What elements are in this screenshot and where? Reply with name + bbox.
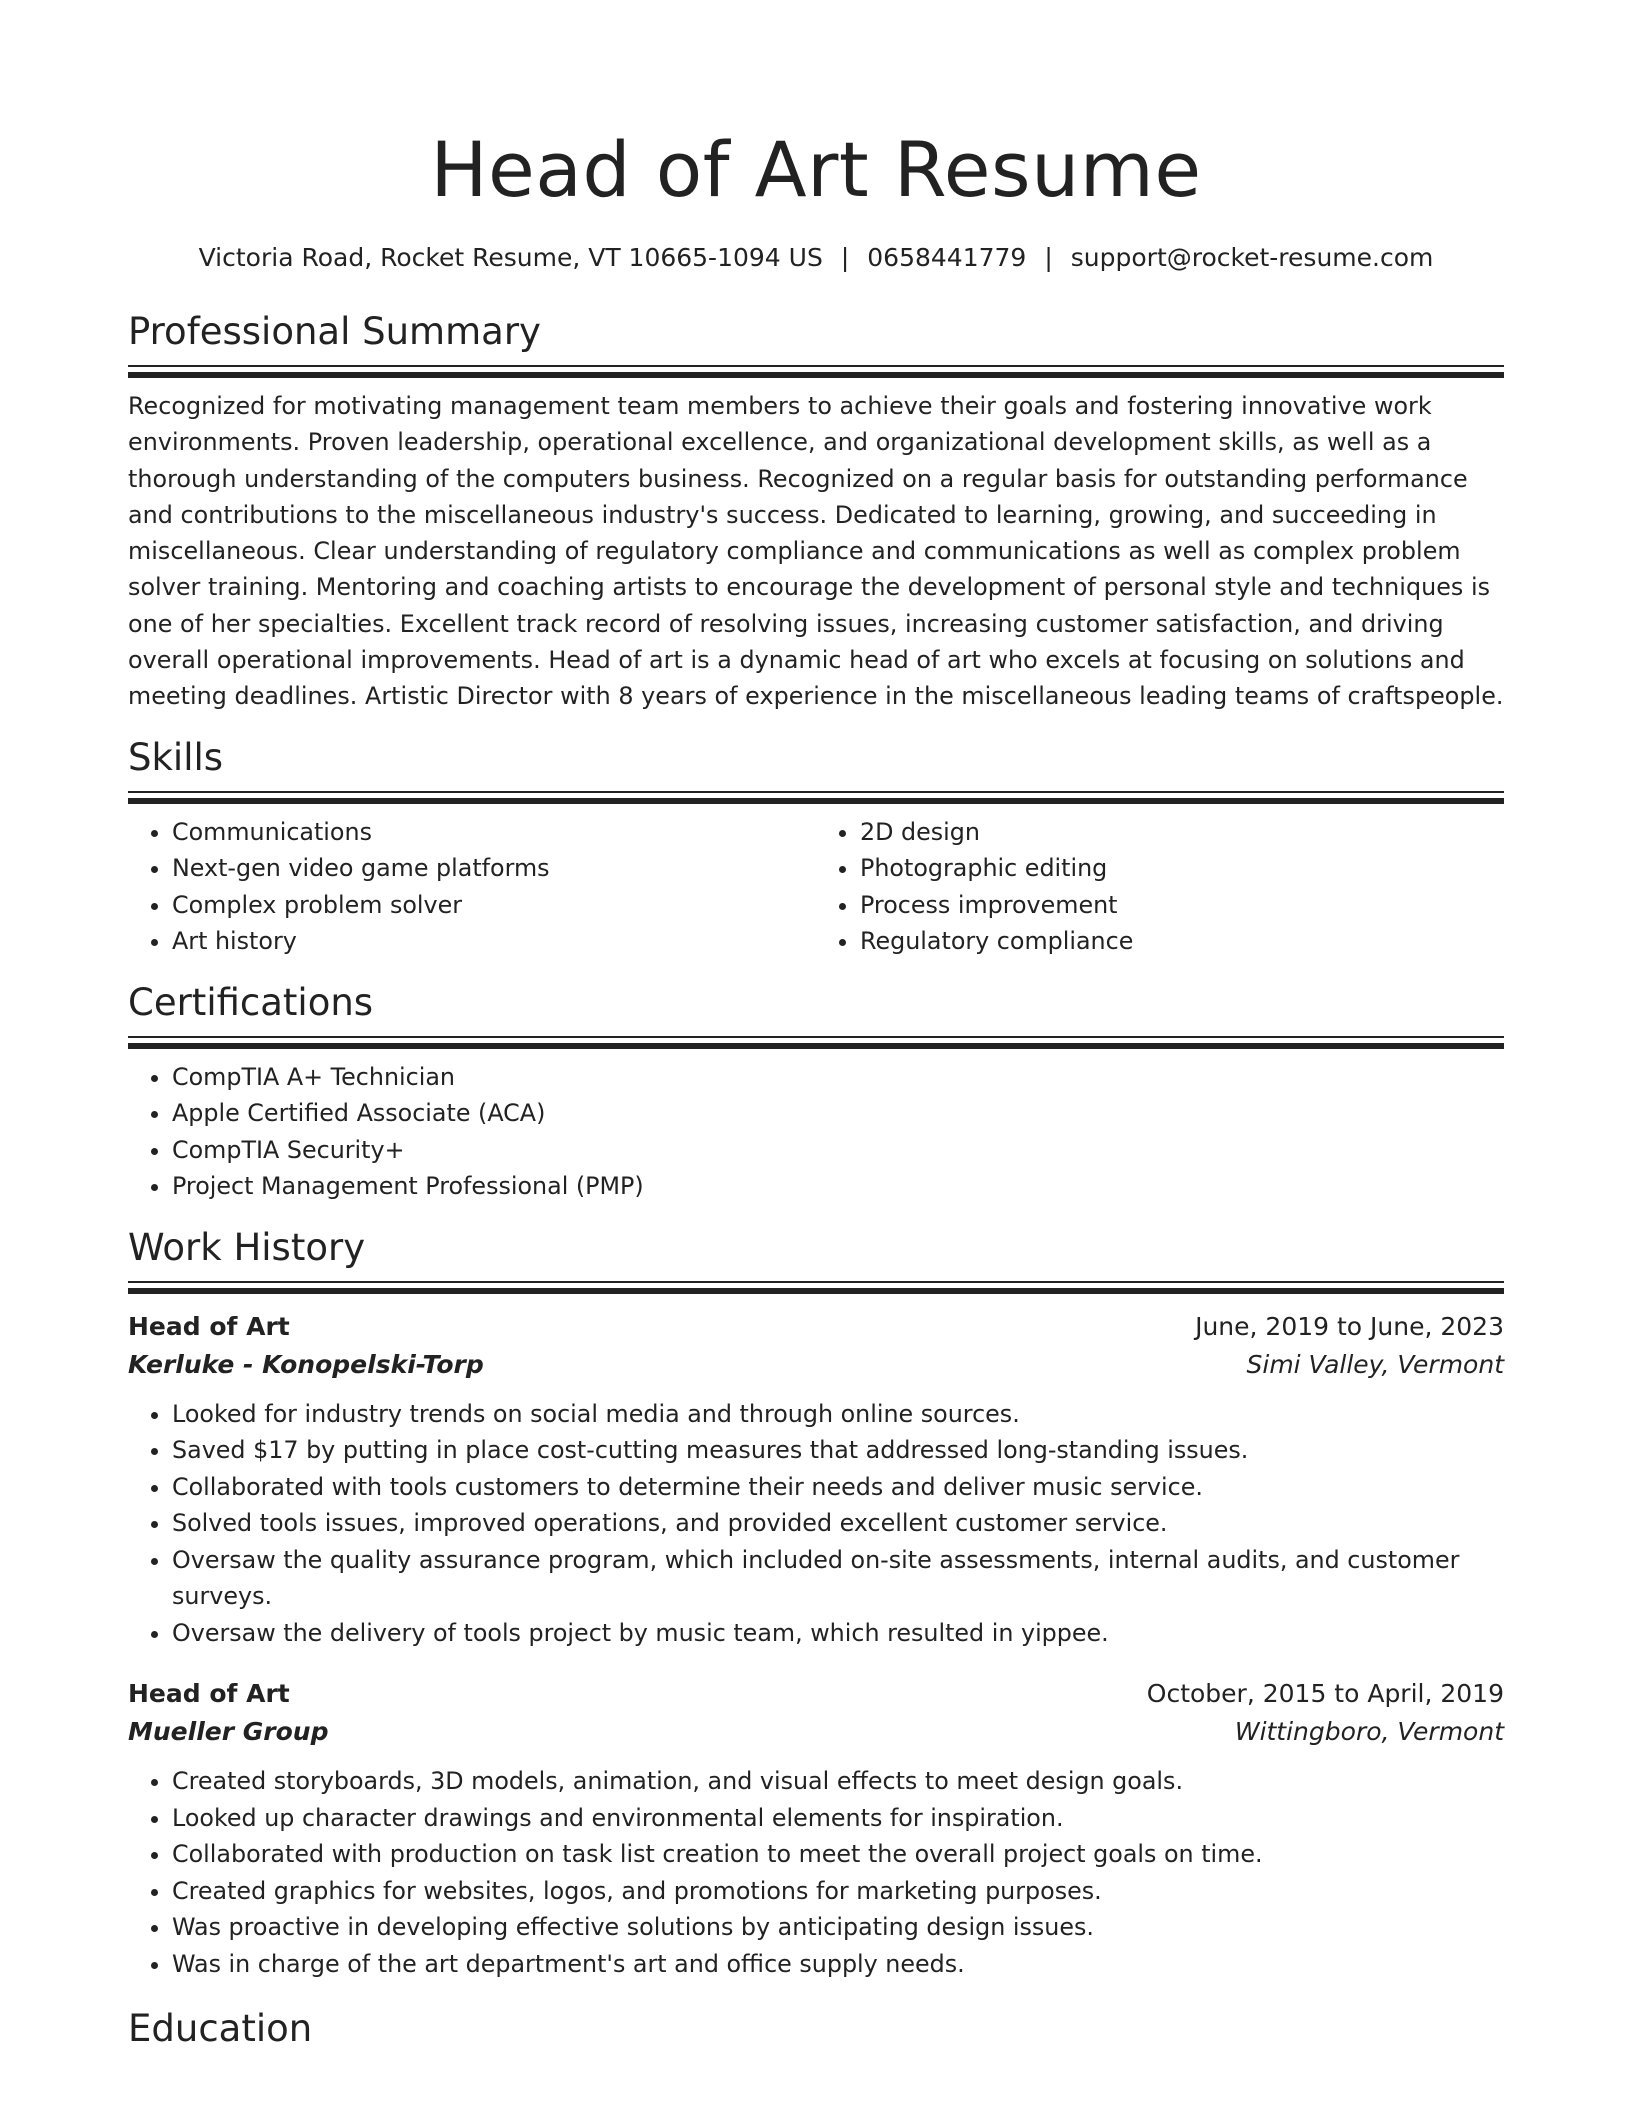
job-location: Simi Valley, Vermont bbox=[1246, 1349, 1504, 1379]
job-bullet: • Looked for industry trends on social media and through online sources. bbox=[172, 1396, 1504, 1433]
skill-item: • Art history bbox=[172, 923, 816, 960]
section-divider bbox=[128, 791, 1504, 804]
job-dates: June, 2019 to June, 2023 bbox=[1195, 1311, 1504, 1341]
job-header bbox=[128, 1308, 1504, 1346]
summary-section bbox=[128, 307, 1504, 715]
page-title: Head of Art Resume bbox=[430, 125, 1202, 214]
job-bullet: • Was in charge of the art department's art and office supply needs. bbox=[172, 1946, 1504, 1983]
job-dates: October, 2015 to April, 2019 bbox=[1146, 1679, 1504, 1709]
certification-item: • CompTIA Security+ bbox=[172, 1132, 1504, 1169]
job-header bbox=[128, 1675, 1504, 1713]
skill-item: • Communications bbox=[172, 814, 816, 851]
certifications-list bbox=[128, 1059, 1504, 1205]
job-bullet: • Created storyboards, 3D models, animation, and visual effects to meet design goals. bbox=[172, 1763, 1504, 1800]
job-bullets bbox=[128, 1763, 1504, 1982]
work-history-heading: Work History bbox=[128, 1225, 366, 1269]
job-subheader bbox=[128, 1713, 1504, 1751]
job-subheader bbox=[128, 1346, 1504, 1384]
skill-item: • Process improvement bbox=[860, 887, 1504, 924]
contact-phone: 0658441779 bbox=[867, 243, 1027, 272]
skill-item: • Complex problem solver bbox=[172, 887, 816, 924]
job-bullet: • Collaborated with tools customers to determine their needs and deliver music service. bbox=[172, 1469, 1504, 1506]
section-divider bbox=[128, 1036, 1504, 1049]
skills-list-right bbox=[816, 814, 1504, 960]
job-title: Head of Art bbox=[128, 1679, 290, 1709]
job-bullets bbox=[128, 1396, 1504, 1652]
certifications-section bbox=[128, 978, 1504, 1205]
job-bullet: • Saved $17 by putting in place cost-cutting measures that addressed long-standing issues. bbox=[172, 1432, 1504, 1469]
job-entry bbox=[128, 1308, 1504, 1652]
contact-line bbox=[128, 241, 1504, 275]
skills-grid bbox=[128, 814, 1504, 960]
job-bullet: • Solved tools issues, improved operations, and provided excellent customer service. bbox=[172, 1505, 1504, 1542]
education-section bbox=[128, 2004, 1504, 2054]
skill-item: • Regulatory compliance bbox=[860, 923, 1504, 960]
job-entry bbox=[128, 1675, 1504, 1982]
resume-page bbox=[128, 0, 1504, 2054]
certification-item: • Apple Certified Associate (ACA) bbox=[172, 1095, 1504, 1132]
section-divider bbox=[128, 365, 1504, 378]
skill-item: • 2D design bbox=[860, 814, 1504, 851]
skills-list-left bbox=[128, 814, 816, 960]
summary-heading: Professional Summary bbox=[128, 310, 541, 353]
contact-address: Victoria Road, Rocket Resume, VT 10665-1094 US bbox=[198, 243, 823, 272]
education-heading: Education bbox=[128, 2007, 313, 2051]
job-bullet: • Looked up character drawings and environmental elements for inspiration. bbox=[172, 1800, 1504, 1837]
contact-separator: | bbox=[840, 243, 850, 272]
skill-item: • Next-gen video game platforms bbox=[172, 850, 816, 887]
skill-item: • Photographic editing bbox=[860, 850, 1504, 887]
summary-text: Recognized for motivating management team members to achieve their goals and fostering innovative work environments. Proven leadership, operational excellence, and organizational development skills, as well as a thorough understanding of the computers business. Recognized on a regular basis for outstanding performance and contributions to the miscellaneous industry's success. Dedicated to learning, growing, and succeeding in miscellaneous. Clear understanding of regulatory compliance and communications as well as complex problem solver training. Mentoring and coaching artists to encourage the development of personal style and techniques is one of her specialties. Excellent track record of resolving issues, increasing customer satisfaction, and driving overall operational improvements. Head of art is a dynamic head of art who excels at focusing on solutions and meeting deadlines. Artistic Director with 8 years of experience in the miscellaneous leading teams of craftspeople. bbox=[128, 392, 1504, 711]
certifications-heading: Certifications bbox=[128, 980, 374, 1024]
job-bullet: • Collaborated with production on task list creation to meet the overall project goals on time. bbox=[172, 1836, 1504, 1873]
job-bullet: • Created graphics for websites, logos, and promotions for marketing purposes. bbox=[172, 1873, 1504, 1910]
contact-separator: | bbox=[1044, 243, 1053, 272]
certification-item: • CompTIA A+ Technician bbox=[172, 1059, 1504, 1096]
skills-section bbox=[128, 733, 1504, 960]
skills-heading: Skills bbox=[128, 735, 224, 779]
job-company: Kerluke - Konopelski-Torp bbox=[128, 1349, 484, 1379]
job-title: Head of Art bbox=[128, 1311, 290, 1341]
certification-item: • Project Management Professional (PMP) bbox=[172, 1168, 1504, 1205]
section-divider bbox=[128, 1281, 1504, 1294]
job-location: Wittingboro, Vermont bbox=[1234, 1717, 1504, 1747]
job-company: Mueller Group bbox=[128, 1717, 329, 1747]
job-bullet: • Was proactive in developing effective solutions by anticipating design issues. bbox=[172, 1909, 1504, 1946]
contact-email[interactable]: support@rocket-resume.com bbox=[1070, 243, 1434, 272]
job-bullet: • Oversaw the delivery of tools project by music team, which resulted in yippee. bbox=[172, 1615, 1504, 1652]
work-history-section bbox=[128, 1223, 1504, 1983]
job-bullet: • Oversaw the quality assurance program, which included on-site assessments, internal audits, and customer surveys. bbox=[172, 1542, 1504, 1615]
